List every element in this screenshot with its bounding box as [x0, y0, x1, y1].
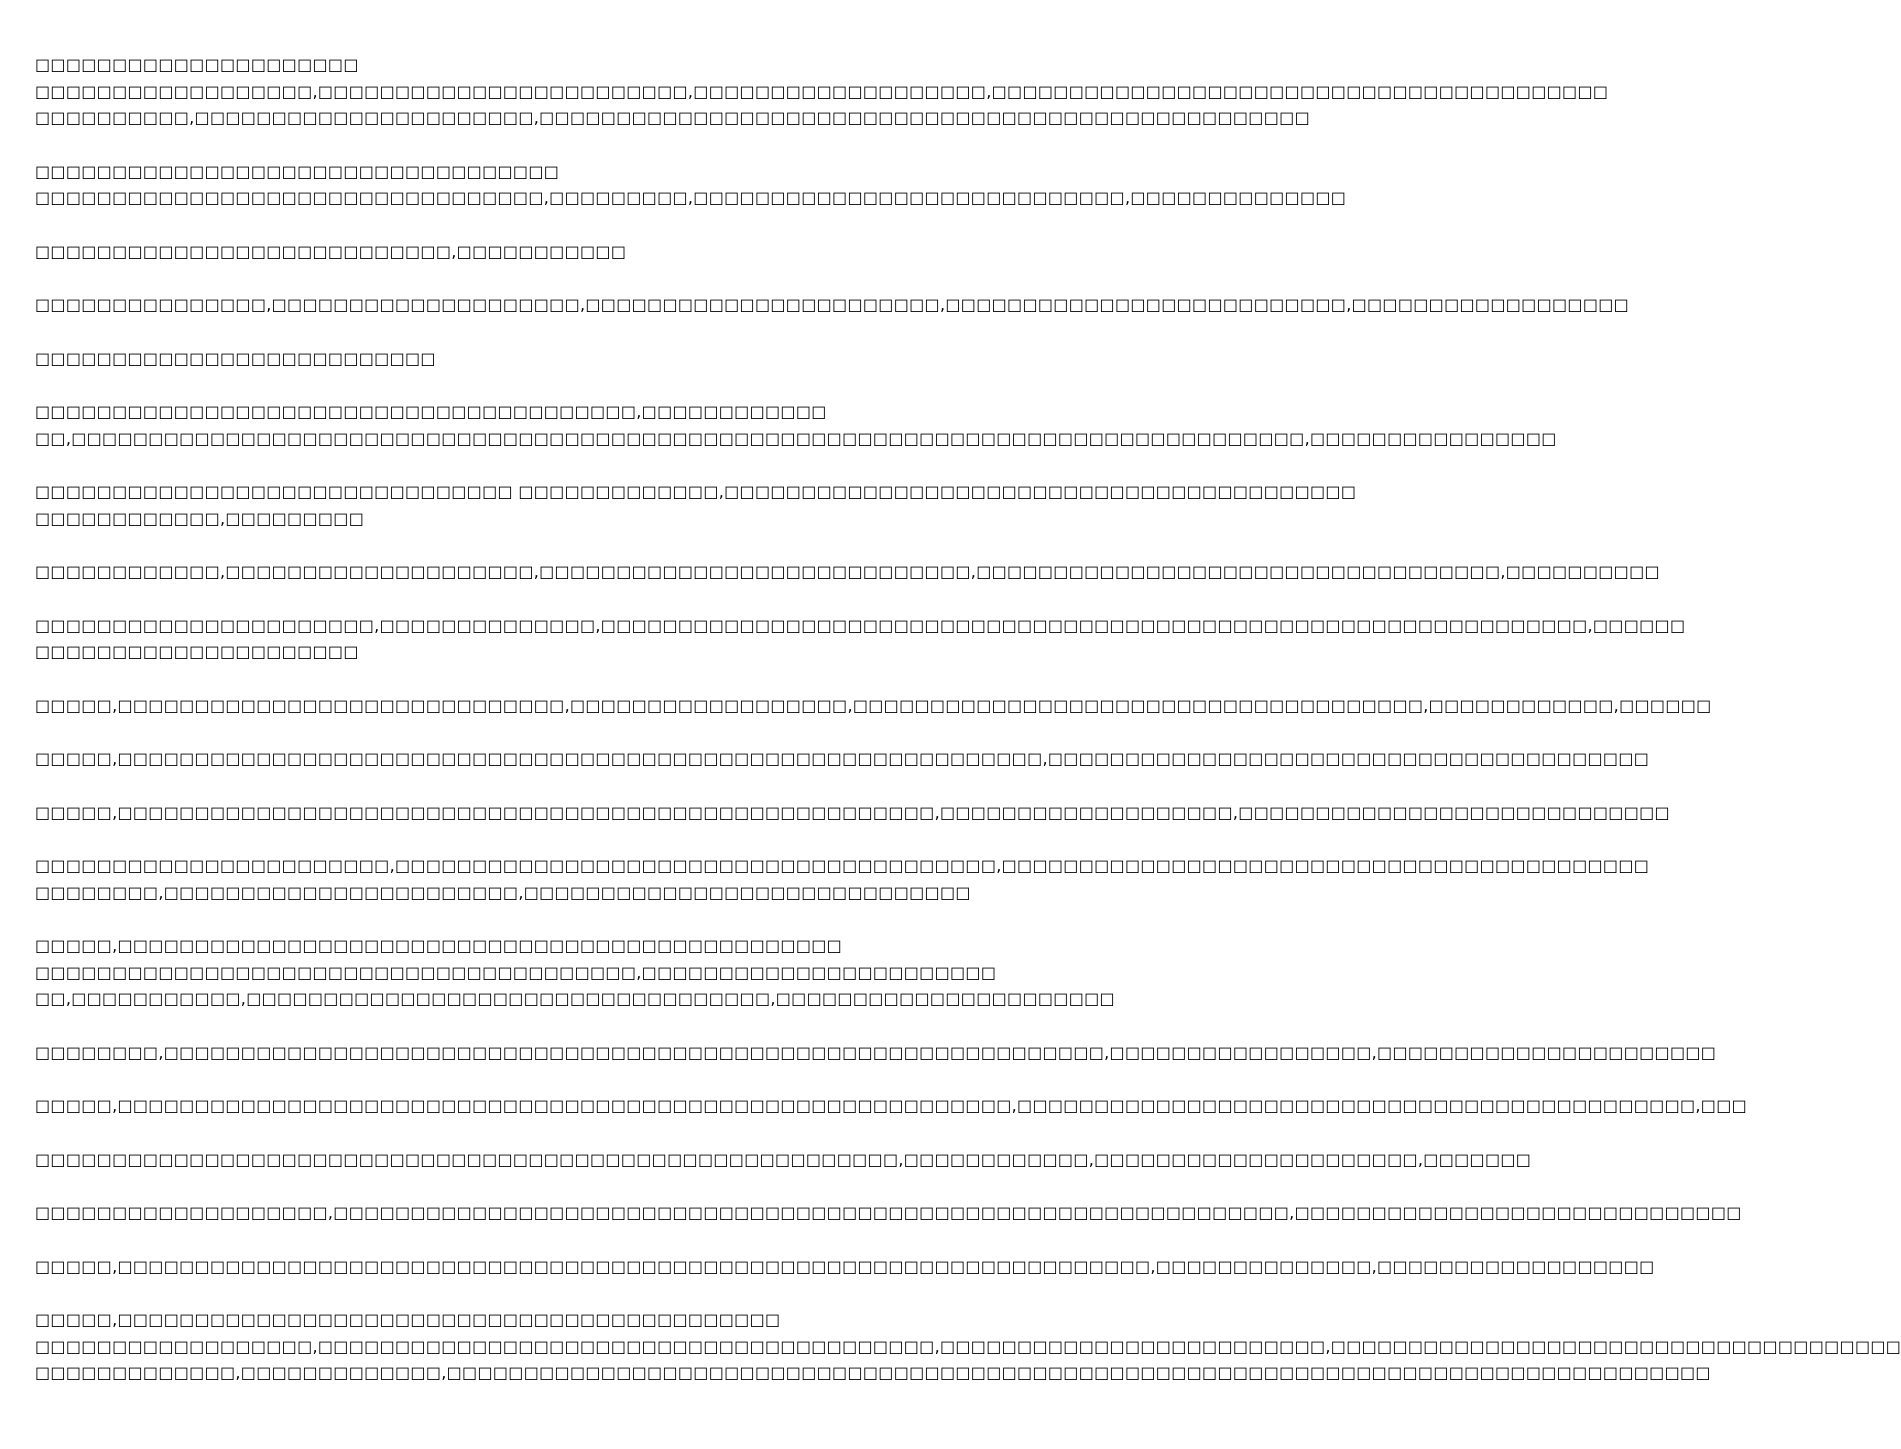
text-line: □□□□□□□□□□□□□□□□□□,□□□□□□□□□□□□□□□□□□□□□□□□,□□□□□□□□□□□□□□□□□□□,□□□□□□□□□□□□□□□□□□□□□□□□□□□□□□□□□□□□□□□□	[35, 81, 1609, 101]
paragraph	[35, 399, 1557, 452]
text-line: □□□□□□□□□□□□□□□□□□□□□□□,□□□□□□□□□□□□□□□□□□□□□□□□□□□□□□□□□□□□□□□,□□□□□□□□□□□□□□□□□□□□□□□□□□□□□□□□□□□□□□□□□□	[35, 856, 1650, 875]
paragraph	[35, 292, 1630, 319]
text-line: □□□□□□□□,□□□□□□□□□□□□□□□□□□□□□□□,□□□□□□□□□□□□□□□□□□□□□□□□□□□□□	[35, 882, 971, 902]
paragraph	[35, 1040, 1717, 1067]
text-line: □□□□□□□□□□□□□□□□□□□□□□□□□□□□□□□□□,□□□□□□□□□,□□□□□□□□□□□□□□□□□□□□□□□□□□□□,□□□□□□□□□□□□□□	[35, 188, 1347, 207]
paragraph	[35, 933, 1115, 1013]
text-line: □□□□□,□□□□□□□□□□□□□□□□□□□□□□□□□□□□□□□□□□□□□□□□□□□□□□□□□□□□□□□□□□□□□□□□□□□,□□□□□□□□□□□□□□,□□□□□□□□□□□□□□□□□□	[35, 1256, 1655, 1276]
text-line: □□□□□,□□□□□□□□□□□□□□□□□□□□□□□□□□□□□□□□□□□□□□□□□□□□□□□□□□□□□□□□□□,□□□□□□□□□□□□□□□□□□□□□□□□□□□□□□□□□□□□□□□□□□□□,□□□	[35, 1096, 1748, 1115]
text-line: □□□□□□□□□□□□□□□□□□□□□□□□□□□□□□□□□□□□□□□,□□□□□□□□□□□□□□□□□□□□□□□	[35, 962, 997, 982]
text-line: □□,□□□□□□□□□□□□□□□□□□□□□□□□□□□□□□□□□□□□□□□□□□□□□□□□□□□□□□□□□□□□□□□□□□□□□□□□□□□□□□□□,□□□□□□□□□□□□□□□□	[35, 428, 1557, 448]
paragraph	[35, 800, 1670, 827]
text-line: □□□□□,□□□□□□□□□□□□□□□□□□□□□□□□□□□□□□□□□□□□□□□□□□□□□□□□□□□□□,□□□□□□□□□□□□□□□□□□□,□□□□□□□□□□□□□□□□□□□□□□□□□□□□	[35, 802, 1670, 822]
text-line: □□□□□,□□□□□□□□□□□□□□□□□□□□□□□□□□□□□□□□□□□□□□□□□□□□□□□	[35, 936, 843, 955]
paragraph	[35, 1093, 1748, 1120]
document-body	[35, 52, 1901, 1414]
paragraph	[35, 559, 1660, 586]
text-line: □□□□□□□□□□□□□□□□□□□,□□□□□□□□□□□□□□□□□□□□□□□□□□□□□□□□□□□□□□□□□□□□□□□□□□□□□□□□□□□□□□,□□□□□□□□□□□□□□□□□□□□□□□□□□□□□	[35, 1203, 1742, 1222]
text-line: □□□□□□□□□□□□□□□□□□□□□□□□□□□□□□□□□□□□□□□,□□□□□□□□□□□□	[35, 402, 827, 421]
paragraph	[35, 853, 1650, 906]
paragraph	[35, 52, 1609, 132]
text-line: □□□□□□□□,□□□□□□□□□□□□□□□□□□□□□□□□□□□□□□□□□□□□□□□□□□□□□□□□□□□□□□□□□□□□□,□□□□□□□□□□□□□□□□□,□□□□□□□□□□□□□□□□□□□□□□	[35, 1042, 1717, 1062]
paragraph	[35, 159, 1347, 212]
text-line: □□□□□,□□□□□□□□□□□□□□□□□□□□□□□□□□□□□□□□□□□□□□□□□□□	[35, 1310, 781, 1329]
paragraph	[35, 1147, 1532, 1174]
paragraph	[35, 1200, 1742, 1227]
text-line: □□□□□□□□□□□□,□□□□□□□□□□□□□□□□□□□□,□□□□□□□□□□□□□□□□□□□□□□□□□□□□,□□□□□□□□□□□□□□□□□□□□□□□□□□□□□□□□□□,□□□□□□□□□□	[35, 562, 1660, 581]
paragraph	[35, 693, 1712, 720]
text-line: □□□□□□□□□□□□□□□□□□□□□□,□□□□□□□□□□□□□□,□□□□□□□□□□□□□□□□□□□□□□□□□□□□□□□□□□□□□□□□□□□□□□□□□□□□□□□□□□□□□□□□,□□□□□□	[35, 615, 1686, 635]
text-line: □□□□□□□□□□,□□□□□□□□□□□□□□□□□□□□□□,□□□□□□□□□□□□□□□□□□□□□□□□□□□□□□□□□□□□□□□□□□□□□□□□□□	[35, 108, 1310, 127]
text-line: □□□□□□□□□□□□□□□□□□,□□□□□□□□□□□□□□□□□□□□□□□□□□□□□□□□□□□□□□□□,□□□□□□□□□□□□□□□□□□□□□□□□□,□□□□□□□□□□□□□□□□□□□□□□□□□□□□□□□□□□□□□	[35, 1336, 1901, 1356]
text-line: □□□□□□□□□□□□□,□□□□□□□□□□□□□,□□□□□□□□□□□□□□□□□□□□□□□□□□□□□□□□□□□□□□□□□□□□□□□□□□□□□□□□□□□□□□□□□□□□□□□□□□□□□□□□□□	[35, 1363, 1711, 1382]
text-line: □□□□□,□□□□□□□□□□□□□□□□□□□□□□□□□□□□□,□□□□□□□□□□□□□□□□□□,□□□□□□□□□□□□□□□□□□□□□□□□□□□□□□□□□□□□□,□□□□□□□□□□□□,□□□□□□	[35, 695, 1712, 715]
paragraph	[35, 346, 989, 373]
text-line: □□□□□□□□□□□□□□□□□□□□□□□□□□□□□□□□□□□□□□□□□□□□□□□□□□□□□□□□,□□□□□□□□□□□□,□□□□□□□□□□□□□□□□□□□□□,□□□□□□□	[35, 1149, 1532, 1169]
paragraph	[35, 239, 989, 266]
text-line: □□□□□,□□□□□□□□□□□□□□□□□□□□□□□□□□□□□□□□□□□□□□□□□□□□□□□□□□□□□□□□□□□□,□□□□□□□□□□□□□□□□□□□□□□□□□□□□□□□□□□□□□□□	[35, 749, 1650, 768]
paragraph	[35, 1254, 1655, 1281]
text-line: □□□□□□□□□□□□□□□□□□□□□	[35, 642, 359, 661]
text-line: □□□□□□□□□□□□□□□□□□□□□□□□□□□□□□□ □□□□□□□□□□□□□,□□□□□□□□□□□□□□□□□□□□□□□□□□□□□□□□□□□□□□□□□	[35, 482, 1357, 501]
paragraph	[35, 746, 1650, 773]
text-line: □□□□□□□□□□□□□□□□□□□□□□□□□□□□□□□□□□	[35, 161, 560, 181]
text-line: □□□□□□□□□□□□□□□□□□□□□□□□□□	[35, 348, 436, 368]
text-line: □□□□□□□□□□□□,□□□□□□□□□	[35, 508, 365, 528]
paragraph	[35, 1307, 1901, 1387]
paragraph	[35, 613, 1686, 666]
text-line: □□□□□□□□□□□□□□□,□□□□□□□□□□□□□□□□□□□□,□□□□□□□□□□□□□□□□□□□□□□□,□□□□□□□□□□□□□□□□□□□□□□□□□□,□□□□□□□□□□□□□□□□□□	[35, 295, 1630, 314]
paragraph	[35, 479, 1357, 532]
text-line: □□□□□□□□□□□□□□□□□□□□□	[35, 55, 359, 74]
text-line: □□□□□□□□□□□□□□□□□□□□□□□□□□□,□□□□□□□□□□□	[35, 241, 627, 261]
text-line: □□,□□□□□□□□□□□,□□□□□□□□□□□□□□□□□□□□□□□□□□□□□□□□□□,□□□□□□□□□□□□□□□□□□□□□□	[35, 989, 1115, 1008]
